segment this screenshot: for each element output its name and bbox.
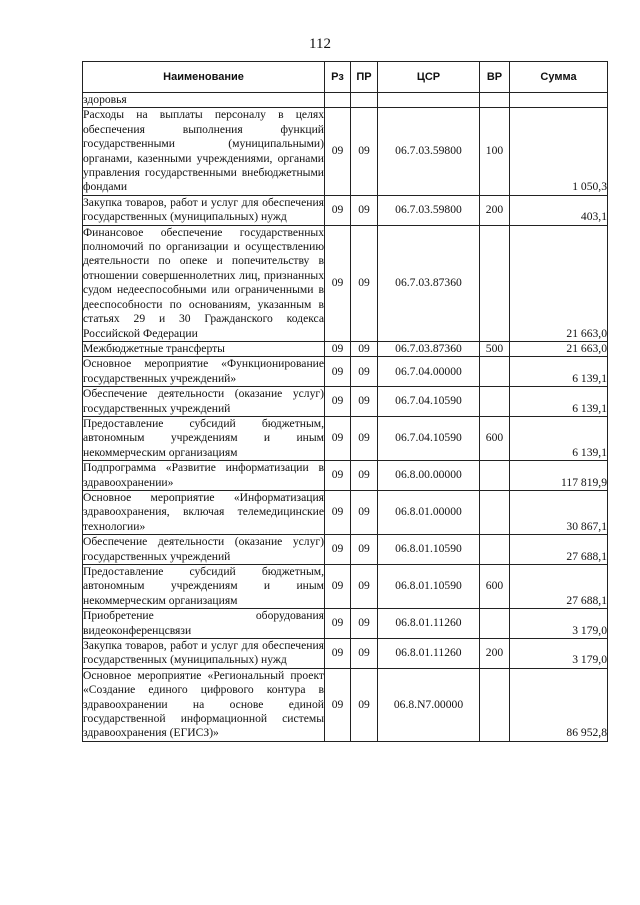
row-pr: 09 — [351, 639, 378, 669]
table-row — [83, 535, 608, 565]
page-number: 112 — [309, 36, 331, 52]
row-csr: 06.8.N7.00000 — [378, 668, 480, 741]
row-csr: 06.7.03.59800 — [378, 195, 480, 225]
row-name: здоровья — [83, 93, 325, 108]
row-csr: 06.7.04.10590 — [378, 416, 480, 460]
header-name: Наименование — [83, 62, 325, 93]
row-vr — [480, 668, 510, 741]
row-vr — [480, 461, 510, 491]
row-pr: 09 — [351, 108, 378, 195]
row-rz: 09 — [325, 195, 351, 225]
row-csr: 06.7.03.87360 — [378, 225, 480, 341]
row-name: Предоставление субсидий бюджетным, автономным учреждениям и иным некоммерческим организациям — [83, 416, 324, 459]
row-rz: 09 — [325, 341, 351, 356]
table-row — [83, 609, 608, 639]
row-rz: 09 — [325, 357, 351, 387]
table-row — [83, 357, 608, 387]
row-vr — [480, 357, 510, 387]
row-csr: 06.8.00.00000 — [378, 461, 480, 491]
row-csr: 06.7.04.10590 — [378, 387, 480, 417]
row-sum: 27 688,1 — [510, 535, 608, 565]
row-pr: 09 — [351, 565, 378, 609]
row-vr — [480, 93, 510, 108]
budget-table — [82, 61, 608, 742]
row-pr: 09 — [351, 341, 378, 356]
row-sum: 117 819,9 — [510, 461, 608, 491]
table-row — [83, 565, 608, 609]
row-name: Расходы на выплаты персоналу в целях обеспечения выполнения функций государственными (муниципальными) органами, казенными учреждениями, органами управления государственными внебюджетными фондами — [83, 108, 324, 194]
row-pr: 09 — [351, 416, 378, 460]
row-rz: 09 — [325, 225, 351, 341]
row-sum: 86 952,8 — [510, 668, 608, 741]
row-sum: 30 867,1 — [510, 490, 608, 534]
table-row — [83, 490, 608, 534]
row-rz: 09 — [325, 461, 351, 491]
row-csr: 06.8.01.10590 — [378, 565, 480, 609]
row-sum: 3 179,0 — [510, 609, 608, 639]
row-name: Приобретение оборудования видеоконференцсвязи — [83, 609, 324, 637]
header-rz: Рз — [325, 62, 351, 93]
row-pr: 09 — [351, 195, 378, 225]
row-name: Обеспечение деятельности (оказание услуг) государственных учреждений — [83, 387, 324, 415]
row-csr — [378, 93, 480, 108]
row-csr: 06.8.01.11260 — [378, 639, 480, 669]
row-sum: 6 139,1 — [510, 357, 608, 387]
row-csr: 06.8.01.10590 — [378, 535, 480, 565]
table-row — [83, 108, 608, 195]
table-row — [83, 416, 608, 460]
row-rz: 09 — [325, 535, 351, 565]
row-vr: 600 — [480, 416, 510, 460]
row-rz: 09 — [325, 108, 351, 195]
row-sum: 6 139,1 — [510, 416, 608, 460]
row-name: Обеспечение деятельности (оказание услуг) государственных учреждений — [83, 535, 324, 563]
row-sum: 6 139,1 — [510, 387, 608, 417]
row-sum: 21 663,0 — [510, 225, 608, 341]
row-pr: 09 — [351, 668, 378, 741]
row-rz: 09 — [325, 609, 351, 639]
row-vr: 200 — [480, 639, 510, 669]
row-pr: 09 — [351, 490, 378, 534]
row-sum: 3 179,0 — [510, 639, 608, 669]
row-name: Основное мероприятие «Региональный проект «Создание единого цифрового контура в здравоохранении на основе единой государственной информационной системы здравоохранения (ЕГИСЗ)» — [83, 668, 324, 740]
header-sum: Сумма — [510, 62, 608, 93]
table-row — [83, 341, 608, 356]
table-row — [83, 668, 608, 741]
table-header-row — [83, 62, 608, 93]
row-rz: 09 — [325, 490, 351, 534]
row-rz: 09 — [325, 565, 351, 609]
row-pr: 09 — [351, 461, 378, 491]
row-sum: 1 050,3 — [510, 108, 608, 195]
row-name: Основное мероприятие «Информатизация здравоохранения, включая телемедицинские технологии» — [83, 490, 324, 533]
row-csr: 06.8.01.00000 — [378, 490, 480, 534]
header-csr: ЦСР — [378, 62, 480, 93]
row-name: Закупка товаров, работ и услуг для обеспечения государственных (муниципальных) нужд — [83, 639, 324, 667]
row-pr — [351, 93, 378, 108]
table-row — [83, 639, 608, 669]
table-row — [83, 461, 608, 491]
row-pr: 09 — [351, 357, 378, 387]
row-pr: 09 — [351, 609, 378, 639]
row-csr: 06.7.03.59800 — [378, 108, 480, 195]
row-name: Закупка товаров, работ и услуг для обеспечения государственных (муниципальных) нужд — [83, 195, 324, 224]
row-csr: 06.7.04.00000 — [378, 357, 480, 387]
row-sum: 27 688,1 — [510, 565, 608, 609]
row-sum: 403,1 — [510, 195, 608, 225]
row-vr — [480, 225, 510, 341]
header-vr: ВР — [480, 62, 510, 93]
row-rz: 09 — [325, 416, 351, 460]
row-sum — [510, 93, 608, 108]
row-vr: 100 — [480, 108, 510, 195]
row-csr: 06.7.03.87360 — [378, 341, 480, 356]
row-name: Межбюджетные трансферты — [83, 341, 325, 356]
row-name: Подпрограмма «Развитие информатизации в здравоохранении» — [83, 461, 324, 489]
row-rz — [325, 93, 351, 108]
table-row — [83, 93, 608, 108]
table-row — [83, 225, 608, 341]
row-pr: 09 — [351, 387, 378, 417]
row-vr: 200 — [480, 195, 510, 225]
row-csr: 06.8.01.11260 — [378, 609, 480, 639]
row-vr — [480, 609, 510, 639]
row-vr: 500 — [480, 341, 510, 356]
row-pr: 09 — [351, 225, 378, 341]
row-rz: 09 — [325, 639, 351, 669]
table-row — [83, 195, 608, 225]
row-name: Финансовое обеспечение государственных полномочий по организации и осуществлению деятельности по опеке и попечительству в отношении совершеннолетних лиц, признанных судом недееспособными или ограниченными в дееспособности по основаниям, указанным в статьях 29 и 30 Гражданского кодекса Российской Федерации — [83, 225, 324, 340]
row-name: Предоставление субсидий бюджетным, автономным учреждениям и иным некоммерческим организациям — [83, 565, 324, 607]
row-vr — [480, 387, 510, 417]
row-rz: 09 — [325, 668, 351, 741]
row-vr — [480, 535, 510, 565]
row-pr: 09 — [351, 535, 378, 565]
row-name: Основное мероприятие «Функционирование государственных учреждений» — [83, 357, 324, 385]
row-rz: 09 — [325, 387, 351, 417]
row-vr — [480, 490, 510, 534]
table-row — [83, 387, 608, 417]
row-vr: 600 — [480, 565, 510, 609]
header-pr: ПР — [351, 62, 378, 93]
row-sum: 21 663,0 — [510, 341, 608, 356]
